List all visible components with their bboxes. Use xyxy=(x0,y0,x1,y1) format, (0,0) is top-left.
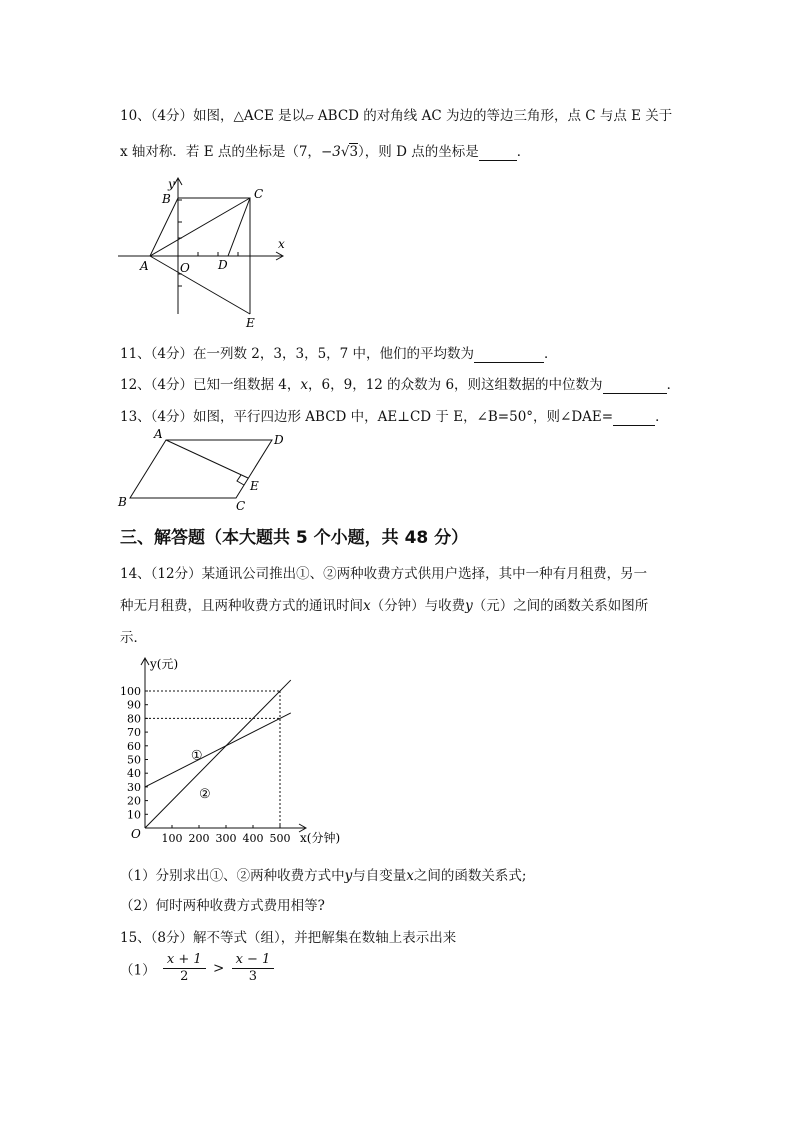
q10-end: ． xyxy=(516,144,531,160)
label-b: B xyxy=(162,192,171,206)
x-tick-label: 400 xyxy=(242,832,264,845)
q14-sub1-c: 之间的函数关系式; xyxy=(413,868,527,884)
label-e: E xyxy=(246,316,255,330)
q14-text-3: 示． xyxy=(120,630,147,646)
q12 xyxy=(120,373,680,394)
q14-text-2a: 种无月租费，且两种收费方式的通讯时间 xyxy=(120,598,363,614)
y-tick-label: 20 xyxy=(127,794,141,808)
label-d-2: D xyxy=(274,433,284,447)
y-tick-label: 40 xyxy=(127,767,141,781)
parallelogram-symbol: ▱ xyxy=(305,110,314,123)
q14-line2 xyxy=(120,594,648,614)
section-heading: 三、解答题（本大题共 5 个小题，共 48 分） xyxy=(120,528,469,548)
y-tick-label: 90 xyxy=(127,698,141,712)
q12-var-x: x xyxy=(300,377,309,393)
label-y: y xyxy=(168,177,175,191)
lhs-fraction xyxy=(163,952,206,985)
q14-var-y: y xyxy=(465,598,473,614)
y-tick-label: 10 xyxy=(127,808,141,822)
q12-end: ． xyxy=(666,377,681,393)
y-tick-label: 100 xyxy=(120,685,141,698)
q14-text-2c: （元）之间的函数关系如图所 xyxy=(472,598,649,614)
q14-sub2 xyxy=(120,894,325,914)
y-axis-label: y(元) xyxy=(150,657,179,671)
q14-text-2b: （分钟）与收费 xyxy=(370,598,466,614)
segment-ae xyxy=(150,256,250,314)
q15-text: 15、（8分）解不等式（组），并把解集在数轴上表示出来 xyxy=(120,930,457,946)
q12-answer-blank[interactable] xyxy=(603,377,667,394)
q10-triangle: △ACE xyxy=(233,108,274,124)
y-tick-label: 30 xyxy=(127,780,141,794)
q10-neg-coef: −3 xyxy=(320,144,341,160)
q11-text: 11、（4分）在一列数 2，3，3，5，7 中，他们的平均数为 xyxy=(120,346,475,362)
lhs-numerator: x + 1 xyxy=(163,952,206,969)
q10-text-a: 10、（4分）如图， xyxy=(120,108,234,124)
q14-var-x: x xyxy=(363,598,371,614)
y-tick-label: 70 xyxy=(127,726,141,740)
x-tick-label: 500 xyxy=(269,832,291,845)
q15-title xyxy=(120,926,456,946)
q14-sub1-x: x xyxy=(406,868,414,884)
origin-label: O xyxy=(131,827,141,841)
q11 xyxy=(120,342,558,363)
diagonal-ac xyxy=(150,198,250,256)
q15-part1-label: （1） xyxy=(120,962,156,979)
q10-line1 xyxy=(120,104,672,124)
label-x: x xyxy=(278,237,285,251)
inequality-sign: > xyxy=(212,960,225,977)
q10-line2 xyxy=(120,140,530,161)
q13-text: 13、（4分）如图，平行四边形 ABCD 中，AE⊥CD 于 E，∠B=50°，则∠DAE= xyxy=(120,409,614,425)
lhs-denominator: 2 xyxy=(180,969,189,984)
sqrt-arg: 3 xyxy=(349,144,359,160)
q13-answer-blank[interactable] xyxy=(613,409,655,426)
q14-sub1-a: （1）分别求出①、②两种收费方式中 xyxy=(120,868,345,884)
q10-figure xyxy=(118,174,293,332)
q10-text-e: ），则 D 点的坐标是 xyxy=(358,144,479,160)
series-label-2: ② xyxy=(199,786,211,802)
label-b-2: B xyxy=(118,495,127,509)
q10-text-c: ABCD 的对角线 AC 为边的等边三角形，点 C 与点 E 关于 xyxy=(317,108,673,124)
q10-text-d: x 轴对称．若 E 点的坐标是（7， xyxy=(120,144,321,160)
q15-part1 xyxy=(120,952,277,985)
label-a-2: A xyxy=(154,427,163,441)
segment-ae-2 xyxy=(166,440,248,478)
rhs-numerator: x − 1 xyxy=(232,952,275,969)
q12-text-b: ，6，9，12 的众数为 6，则这组数据的中位数为 xyxy=(308,377,603,393)
label-c-2: C xyxy=(236,499,246,513)
q14-text-1: 14、（12分）某通讯公司推出①、②两种收费方式供用户选择，其中一种有月租费，另一 xyxy=(120,566,648,582)
label-d: D xyxy=(218,258,228,272)
y-tick-label: 60 xyxy=(127,739,141,753)
sqrt-symbol: √ xyxy=(340,144,350,160)
rhs-denominator: 3 xyxy=(248,969,258,984)
x-tick-label: 200 xyxy=(188,832,210,845)
label-e-2: E xyxy=(250,479,259,493)
q14-sub1-y: y xyxy=(344,868,353,884)
x-axis-label: x(分钟) xyxy=(300,831,341,845)
y-tick-label: 50 xyxy=(127,753,141,767)
q11-end: ． xyxy=(544,346,558,362)
q13-figure xyxy=(116,426,296,514)
q10-text-b: 是以 xyxy=(278,108,306,124)
y-tick-label: 80 xyxy=(127,712,141,726)
label-o: O xyxy=(180,261,190,275)
label-c: C xyxy=(254,187,264,201)
q14-sub2-text: （2）何时两种收费方式费用相等? xyxy=(120,898,325,914)
q14-sub1 xyxy=(120,864,526,884)
q14-sub1-b: 与自变量 xyxy=(352,868,407,884)
series-line-1 xyxy=(145,713,291,787)
q14-line3 xyxy=(120,626,147,646)
q12-text-a: 12、（4分）已知一组数据 4， xyxy=(120,377,301,393)
series-line-2 xyxy=(145,680,291,828)
right-angle-mark xyxy=(237,475,244,485)
series-label-1: ① xyxy=(190,748,203,764)
x-tick-label: 100 xyxy=(161,832,183,845)
q13 xyxy=(120,405,669,426)
q14-line1 xyxy=(120,562,647,582)
x-tick-label: 300 xyxy=(215,832,237,845)
rhs-fraction xyxy=(232,952,275,985)
q11-answer-blank[interactable] xyxy=(474,346,544,363)
label-a: A xyxy=(140,259,149,273)
q10-answer-blank[interactable] xyxy=(479,144,517,161)
q14-chart xyxy=(112,652,362,852)
q13-end: ． xyxy=(655,409,669,425)
